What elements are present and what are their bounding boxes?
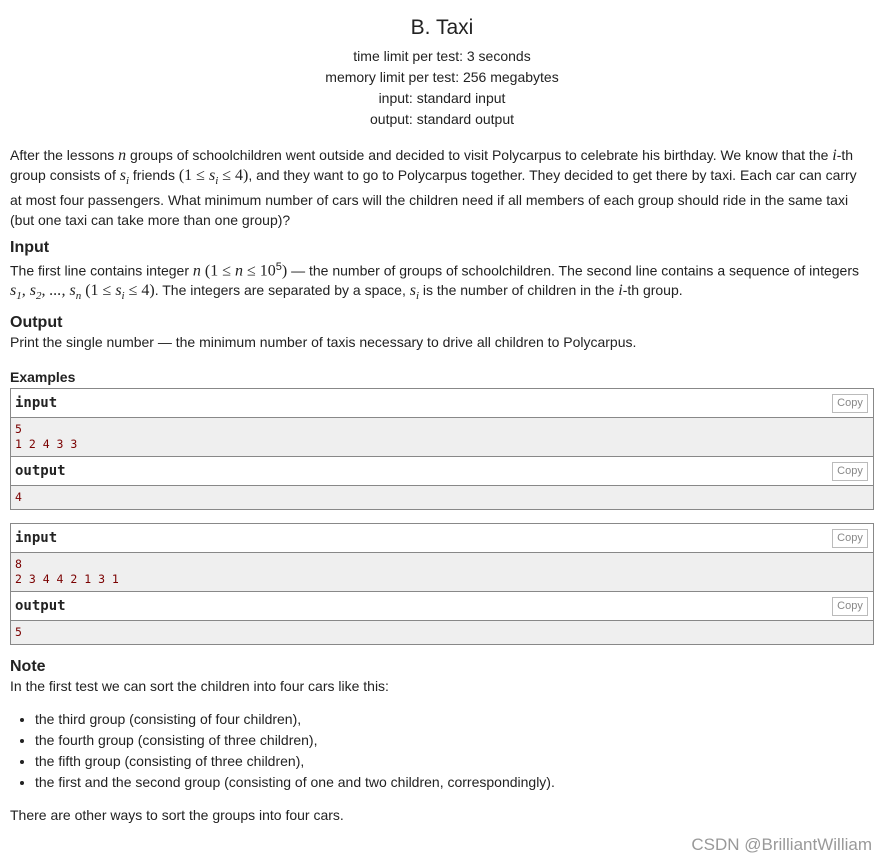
problem-statement bbox=[10, 146, 872, 230]
statement-text: After the lessons bbox=[10, 147, 119, 163]
example-input-header bbox=[11, 389, 873, 418]
math-range-open: (1 ≤ bbox=[81, 282, 116, 300]
math-range-close: ≤ 4) bbox=[124, 282, 155, 300]
math-s-i bbox=[119, 166, 130, 187]
example-test-1 bbox=[10, 388, 874, 510]
math-range-close: ) bbox=[281, 262, 288, 280]
input-line: 1 2 4 3 3 bbox=[15, 437, 78, 451]
math-i: i bbox=[832, 147, 837, 164]
example-input-body bbox=[11, 418, 873, 457]
input-line: 5 bbox=[15, 422, 22, 436]
statement-text: -th group consists of bbox=[10, 147, 854, 183]
math-n: n bbox=[234, 262, 243, 280]
input-file: input: standard input bbox=[378, 90, 506, 106]
statement-text: friends bbox=[129, 166, 179, 183]
copy-output-button[interactable]: Copy bbox=[832, 597, 868, 616]
input-text: -th group. bbox=[622, 282, 683, 299]
input-label: input bbox=[15, 530, 58, 546]
copy-input-button[interactable]: Copy bbox=[832, 529, 868, 548]
note-outro: There are other ways to sort the groups into four cars. bbox=[10, 806, 344, 823]
math-sub: 2 bbox=[35, 290, 42, 303]
math-s: s bbox=[29, 282, 36, 300]
math-exponent: 5 bbox=[275, 261, 282, 273]
math-s-i bbox=[115, 282, 125, 303]
example-input-body bbox=[11, 553, 873, 592]
math-i: i bbox=[618, 282, 623, 300]
watermark: CSDN @BrilliantWilliam bbox=[691, 835, 872, 854]
input-text: is the number of children in the bbox=[419, 282, 619, 299]
output-line: 4 bbox=[15, 490, 22, 504]
example-output-header bbox=[11, 592, 873, 621]
input-label: input bbox=[15, 395, 58, 411]
output-specification bbox=[10, 313, 872, 353]
note-intro: In the first test we can sort the children into four cars like this: bbox=[10, 678, 389, 694]
math-sub: n bbox=[75, 290, 82, 303]
input-section-title: Input bbox=[10, 239, 50, 256]
problem-page bbox=[10, 0, 874, 823]
example-output-body bbox=[11, 486, 873, 509]
input-text: . The integers are separated by a space, bbox=[154, 282, 410, 299]
examples-title: Examples bbox=[10, 369, 76, 385]
math-s: s bbox=[119, 166, 126, 184]
note-section bbox=[10, 657, 872, 825]
problem-header bbox=[10, 0, 874, 130]
note-list bbox=[10, 709, 872, 793]
statement-text: , and they want to go to Polycarpus together. They decided to get there by taxi. Each car can carry at most four passengers. What minimum number of cars will the children need if all members of each group should ride in the same taxi (but one taxi can take more than one group)? bbox=[10, 166, 857, 228]
math-n: n bbox=[192, 262, 201, 280]
example-output-body bbox=[11, 621, 873, 644]
input-specification bbox=[10, 238, 872, 307]
math-s: s bbox=[409, 282, 416, 300]
time-limit: time limit per test: 3 seconds bbox=[353, 48, 531, 64]
output-line: 5 bbox=[15, 625, 22, 639]
example-output-header bbox=[11, 457, 873, 486]
math-sub: 1 bbox=[16, 290, 22, 303]
list-item: • the third group (consisting of four children), bbox=[35, 709, 872, 730]
copy-input-button[interactable]: Copy bbox=[832, 394, 868, 413]
math-range-open: (1 ≤ bbox=[178, 166, 209, 184]
list-item: • the fourth group (consisting of three children), bbox=[35, 730, 872, 751]
statement-text: groups of schoolchildren went outside and decided to visit Polycarpus to celebrate his birthday. We know that the bbox=[126, 147, 833, 163]
math-sub-i: i bbox=[121, 290, 125, 303]
input-text: The first line contains integer bbox=[10, 262, 193, 279]
problem-title: B. Taxi bbox=[410, 16, 474, 39]
math-n: n bbox=[118, 147, 127, 164]
math-s: s bbox=[115, 282, 122, 300]
math-range-close: ≤ 4) bbox=[218, 166, 249, 184]
math-sub-i: i bbox=[415, 290, 420, 303]
output-section-text: Print the single number — the minimum number of taxis necessary to drive all children to Polycarpus. bbox=[10, 334, 637, 350]
math-s-i bbox=[208, 166, 219, 187]
example-input-header bbox=[11, 524, 873, 553]
math-range-mid: ≤ 10 bbox=[242, 262, 276, 280]
output-section-title: Output bbox=[10, 314, 63, 331]
note-title: Note bbox=[10, 658, 46, 675]
list-item: • the first and the second group (consisting of one and two children, correspondingly). bbox=[35, 772, 872, 793]
math-sep: , bbox=[21, 282, 30, 300]
copy-output-button[interactable]: Copy bbox=[832, 462, 868, 481]
math-sub-i: i bbox=[125, 174, 130, 187]
output-label: output bbox=[15, 463, 66, 479]
input-text: — the number of groups of schoolchildren. The second line contains a sequence of integers bbox=[287, 262, 859, 279]
math-seq bbox=[10, 282, 82, 303]
output-file: output: standard output bbox=[370, 111, 514, 127]
output-label: output bbox=[15, 598, 66, 614]
list-item: • the fifth group (consisting of three children), bbox=[35, 751, 872, 772]
input-line: 2 3 4 4 2 1 3 1 bbox=[15, 572, 119, 586]
math-sub-i: i bbox=[215, 174, 219, 187]
example-test-2 bbox=[10, 523, 874, 645]
math-s: s bbox=[69, 282, 76, 300]
math-s-i bbox=[409, 282, 420, 303]
math-sep: , ..., bbox=[41, 282, 70, 300]
memory-limit: memory limit per test: 256 megabytes bbox=[325, 69, 559, 85]
input-section-text bbox=[10, 258, 872, 307]
math-s: s bbox=[10, 282, 17, 300]
math-s: s bbox=[208, 166, 216, 184]
math-range-open: (1 ≤ bbox=[200, 262, 235, 280]
input-line: 8 bbox=[15, 557, 22, 571]
